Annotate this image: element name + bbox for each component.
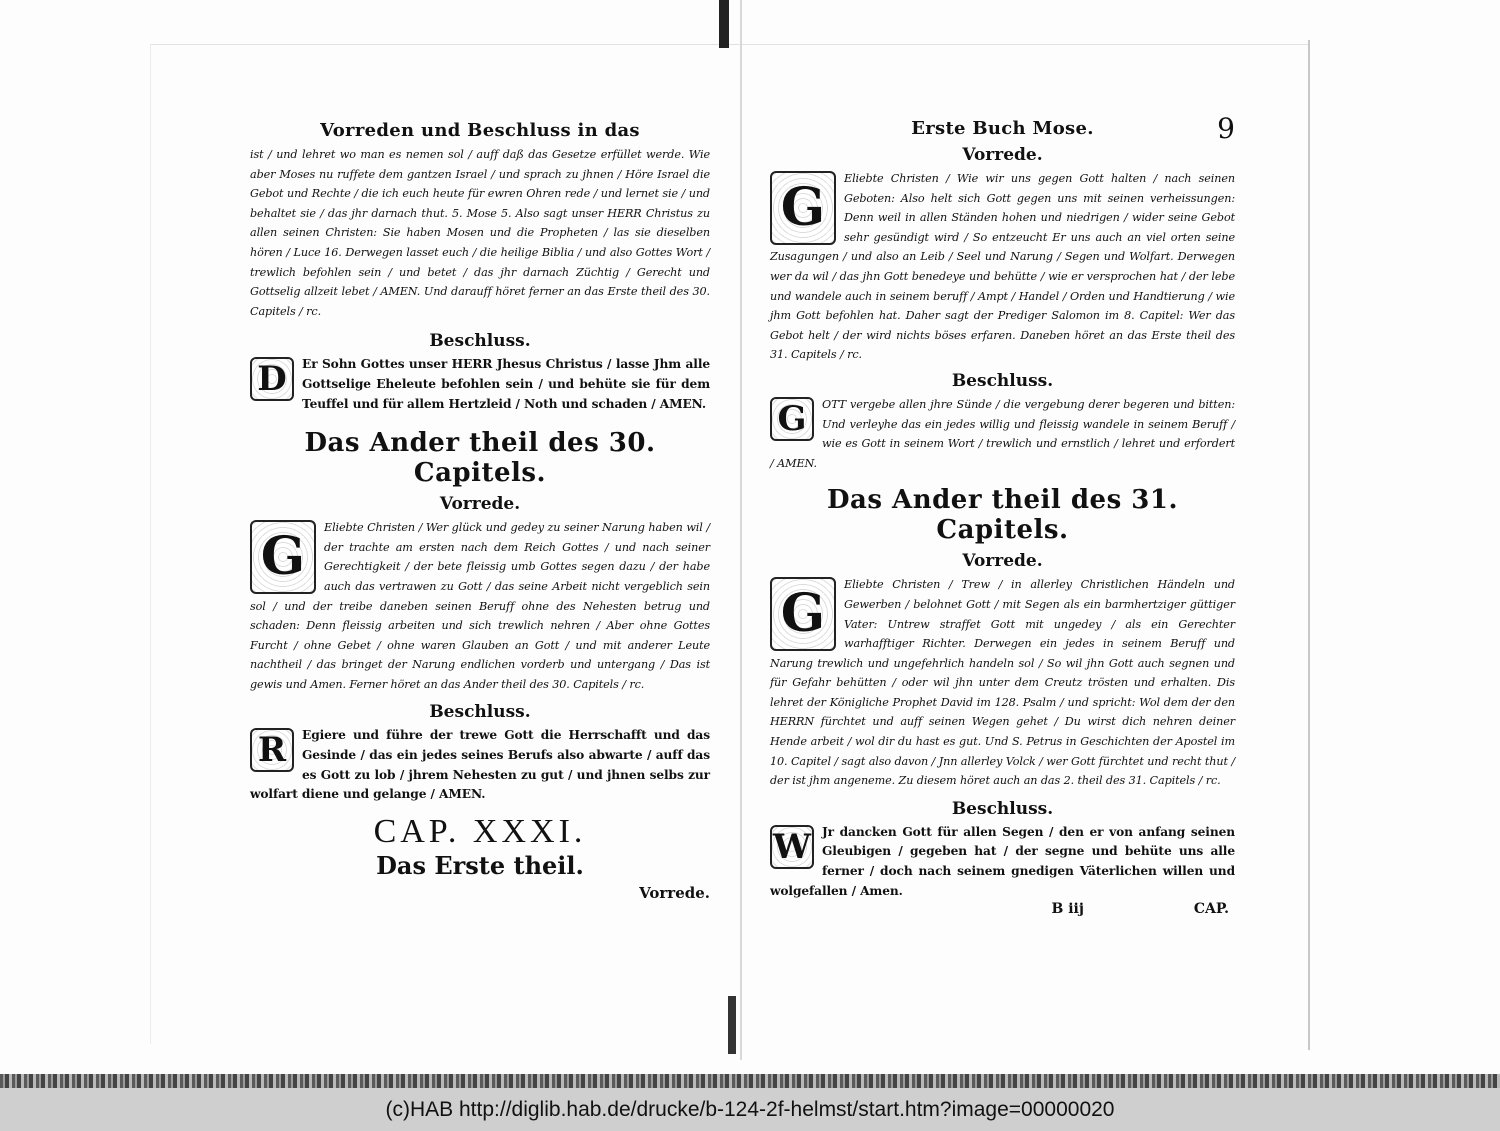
right-page [770,112,1235,918]
part-title: Das Erste theil. [376,850,584,880]
vorrede-paragraph [770,169,1235,365]
scan-noise-band [0,1074,1500,1088]
decorated-initial: D [250,357,294,401]
page-edge-left [150,44,151,1044]
beschluss-paragraph [770,823,1235,901]
gutter-line [740,0,742,1060]
beschluss-heading: Beschluss. [951,798,1054,819]
beschluss-paragraph [250,726,710,804]
vorrede-heading: Vorrede. [962,551,1043,572]
running-header: Vorreden und Beschluss in das [320,120,640,141]
copyright-footer [0,1088,1500,1131]
signature-line [770,901,1235,917]
vorrede-heading: Vorrede. [439,494,521,515]
beschluss-heading: Beschluss. [429,702,531,723]
intro-paragraph: ist / und lehret wo man es nemen sol / auff daß das Gesetze erfüllet werde. Wie aber Moses nu ruffete dem gantzen Israel / und sprach zu jhnen / Höre Israel die Gebot und Rechte / die ich euch heute für ewren Ohren rede / und lernet sie / und behaltet sie / das jhr darnach thut. 5. Mose 5. Also sagt unser HERR Christus zu allen seinen Christen: Sie haben Mosen und die Propheten / las sie dieselben hören / Luce 16. Derwegen lasset euch / die heilige Biblia / und also Gottes Wort / trewlich befohlen sein / und betet / das jhr darnach Züchtig / Gerecht und Gottselig allzeit lebet / AMEN. Und darauff höret ferner an das Erste theil des 30. Capitels / rc. [250,148,710,318]
section-title: Das Ander theil des 31. Capitels. [826,485,1179,546]
page-number: 9 [1217,112,1235,145]
decorated-initial: G [250,520,316,594]
catchword: Vorrede. [639,883,710,902]
chapter-title: CAP. XXXI. [373,812,587,850]
vorrede-text: Eliebte Christen / Wie wir uns gegen Gott halten / nach seinen Geboten: Also helt sich Gott gegen uns mit seinen verheissungen: Denn weil in allen Ständen hohen und niedrigen / wider seine Gebot sehr gesündigt wird / So entzeucht Er uns auch an viel orten seine Zusagungen / und also an Leib / Seel und Narung / Segen und Wolfart. Derwegen wer da wil / das jhn Gott benedeye und behütte / wie er versprochen hat / der lebe und wandele auch in seinem beruff / Ampt / Handel / Orden und Handtierung / wie jhm Gott befohlen hat. Daher sagt der Prediger Salomon im 8. Capitel: Wer das Gebot helt / der wird nichts böses erfaren. Daneben höret an das Erste theil des 31. Capitels / rc. [770,172,1235,362]
decorated-initial: R [250,728,294,772]
page-edge [150,44,1310,45]
vorrede-paragraph [250,518,710,694]
beschluss-text: Er Sohn Gottes unser HERR Jhesus Christus / lasse Jhm alle Gottselige Eheleute befohlen sein / und behüte sie für dem Teuffel und für allem Hertzleid / Noth und schaden / AMEN. [302,357,710,411]
signature-mark: B iij [1051,901,1084,918]
section-title: Das Ander theil des 30. Capitels. [304,428,656,489]
page-edge-right [1308,40,1310,1050]
beschluss-heading: Beschluss. [951,370,1054,391]
vorrede-text: Eliebte Christen / Wer glück und gedey zu seiner Narung haben wil / der trachte am ersten nach dem Reich Gottes / und nach seiner Gerechtigkeit / der bete fleissig umb Gottes segen dazu / der habe auch das vertrawen zu Gott / das seine Arbeit nicht vergeblich sein sol / und der treibe daneben seinen Beruff ohne des Nehesten betrug und schaden: Denn fleissig arbeiten und sich trewlich nehren / Aber ohne Gottes Furcht / ohne Gebet / ohne waren Glauben an Gott / und mit anderer Leute nachtheil / das bringet der Narung endlichen vorderb und untergang / Das ist gewis und Amen. Ferner höret an das Ander theil des 30. Capitels / rc. [250,521,710,691]
decorated-initial: G [770,171,836,245]
decorated-initial: W [770,825,814,869]
beschluss-text: Egiere und führe der trewe Gott die Herrschafft und das Gesinde / das ein jedes seines Berufs also abwarte / auff das es Gott zu lob / jhrem Nehesten zu gut / und jhnen selbs zur wolfart diene und gelange / AMEN. [250,728,710,802]
beschluss-paragraph [770,395,1235,473]
vorrede-text: Eliebte Christen / Trew / in allerley Christlichen Händeln und Gewerben / belohnet Gott / mit Segen als ein barmhertziger güttiger Vater: Untrew straffet Gott mit ungedey / als ein Gerechter warhafftiger Richter. Derwegen ein jedes in seinem Beruff und Narung trewlich und ungefehrlich handeln sol / So wil jhn Gott auch segnen und für Gefahr behütten / oder wil jhn unter dem Creutz trösten und erhalten. Dis lehret der Königliche Prophet David im 128. Psalm / und spricht: Wol dem der den HERRN fürchtet und auff seinen Wegen gehet / Du wirst dich nehren deiner Hende arbeit / wol dir du hast es gut. Und S. Petrus in Geschichten der Apostel im 10. Capitel / sagt also davon / Jnn allerley Volck / wer Gott fürchtet und recht thut / der ist jhm angeneme. Zu diesem höret auch an das 2. theil des 31. Capitels / rc. [770,578,1235,788]
beschluss-heading: Beschluss. [429,331,531,352]
beschluss-text: OTT vergebe allen jhre Sünde / die vergebung derer begeren und bitten: Und verleyhe das ein jedes willig und fleissig wandele in seinem Beruff / wie es Gott in seinem Wort / trewlich und ernstlich / lehret und erfordert / AMEN. [770,397,1235,470]
beschluss-paragraph [250,355,710,414]
gutter-shadow-top [719,0,729,48]
vorrede-heading: Vorrede. [962,145,1043,165]
footer-credit: (c)HAB http://diglib.hab.de/drucke/b-124-2f-helmst/start.htm?image=00000020 [385,1097,1115,1121]
left-page [250,120,710,902]
running-header-text: Erste Buch Mose. [911,118,1094,139]
vorrede-paragraph [770,575,1235,791]
beschluss-text: Jr dancken Gott für allen Segen / den er von anfang seinen Gleubigen / gegeben hat / der segne und behüte uns alle ferner / doch nach seinem gnedigen Väterlichen willen und wolgefallen / Amen. [770,824,1235,898]
gutter-shadow-bottom [728,996,736,1054]
catchword: CAP. [1193,901,1229,918]
decorated-initial: G [770,577,836,651]
decorated-initial: G [770,397,814,441]
running-header [770,118,1235,139]
